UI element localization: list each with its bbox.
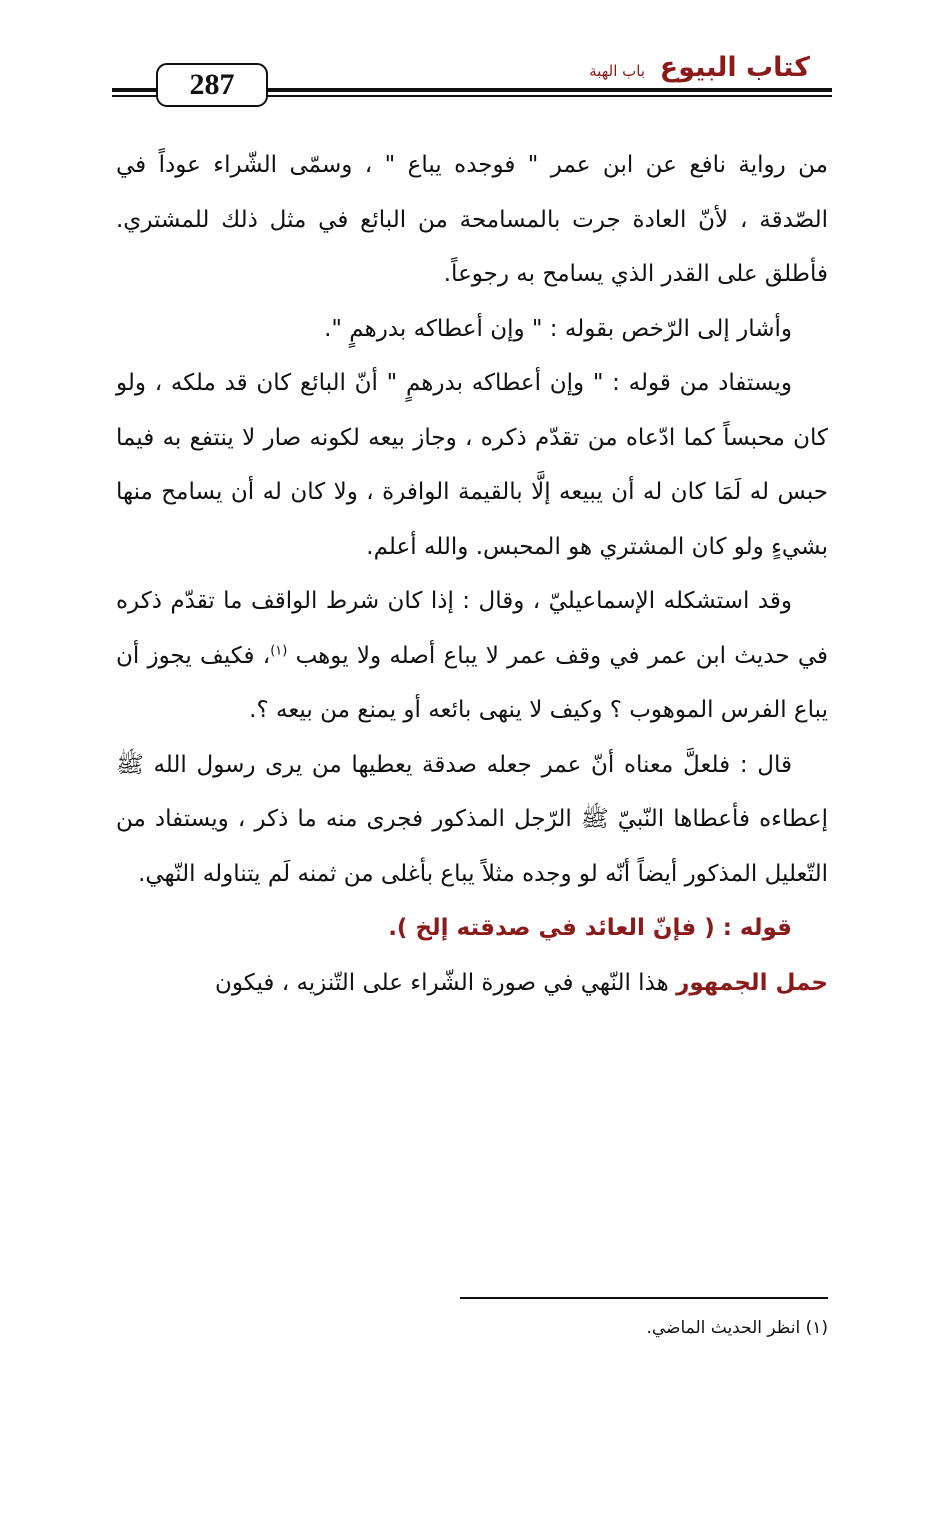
- paragraph-text: ، فكيف يجوز أن يباع الفرس الموهوب ؟ وكيف لا ينهى بائعه أو يمنع من بيعه ؟.: [116, 642, 828, 723]
- page-header: [112, 48, 832, 110]
- paragraph: من رواية نافع عن ابن عمر " فوجده يباع " ، وسمّى الشّراء عوداً في الصّدقة ، لأنّ العادة جرت بالمسامحة من البائع في مثل ذلك للمشتري. فأطلق على القدر الذي يسامح به رجوعاً.: [116, 152, 828, 287]
- footnote: (١) انظر الحديث الماضي.: [646, 1318, 828, 1338]
- paragraph: ويستفاد من قوله : " وإن أعطاكه بدرهمٍ " أنّ البائع كان قد ملكه ، ولو كان محبساً كما ادّعاه من تقدّم ذكره ، وجاز بيعه لكونه صار لا ينتفع به فيما حبس له لَمَا كان له أن يبيعه إلَّا بالقيمة الوافرة ، ولا كان له أن يسامح منها بشيءٍ ولو كان المشتري هو المحبس. والله أعلم.: [116, 370, 828, 560]
- main-text: [116, 138, 828, 1010]
- footnote-separator: [460, 1297, 828, 1299]
- highlighted-term: حمل الجمهور: [676, 969, 828, 996]
- book-title: كتاب البيوع: [659, 52, 810, 83]
- paragraph: [116, 574, 828, 738]
- paragraph: [116, 956, 828, 1011]
- paragraph: وأشار إلى الرّخص بقوله : " وإن أعطاكه بدرهمٍ ".: [324, 315, 792, 342]
- paragraph: قال : فلعلَّ معناه أنّ عمر جعله صدقة يعطيها من يرى رسول الله ﷺ إعطاءه فأعطاها النّبيّ ﷺ الرّجل المذكور فجرى منه ما ذكر ، ويستفاد من التّعليل المذكور أيضاً أنّه لو وجده مثلاً يباع بأغلى من ثمنه لَم يتناوله النّهي.: [116, 751, 828, 887]
- paragraph-text: هذا النّهي في صورة الشّراء على التّنزيه ، فيكون: [215, 969, 669, 996]
- page-number: 287: [156, 63, 268, 107]
- footnote-reference[interactable]: (١): [270, 642, 288, 658]
- chapter-title: باب الهبة: [589, 62, 645, 80]
- paragraph-text: وقد استشكله الإسماعيليّ ، وقال : إذا كان شرط الواقف ما تقدّم ذكره في حديث ابن عمر في وقف عمر لا يباع أصله ولا يوهب: [116, 588, 829, 669]
- commentary-heading: قوله : ( فإنّ العائد في صدقته إلخ ).: [388, 915, 792, 941]
